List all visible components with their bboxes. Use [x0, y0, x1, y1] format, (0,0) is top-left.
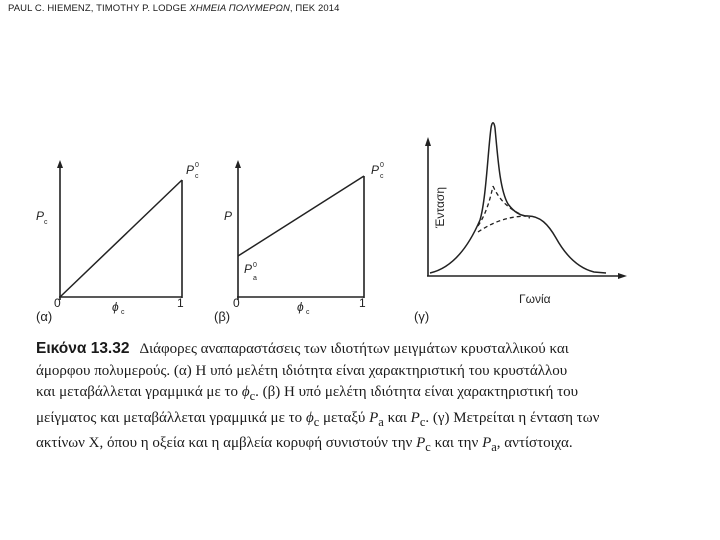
panel-a-x-min: 0 — [54, 295, 61, 310]
header-authors: PAUL C. HIEMENZ, TIMOTHY P. LODGE — [8, 3, 187, 14]
panel-c-amorphous-dashed — [478, 216, 528, 232]
panel-b-y-arrow — [235, 160, 241, 168]
panel-a — [36, 160, 199, 324]
caption-line-3: και μεταβάλλεται γραμμικά με το $\phi_c$. (β) Η υπό μελέτη ιδιότητα είναι χαρακτηριστική του — [36, 384, 579, 403]
panel-c-intensity-curve — [430, 123, 606, 273]
panel-b — [214, 160, 384, 324]
panel-b-x-min: 0 — [233, 295, 240, 310]
panel-c-y-arrow — [425, 137, 431, 146]
panel-a-end-label-sub: c — [195, 173, 199, 180]
panel-b-start-label-sub: a — [253, 275, 257, 282]
figure-caption — [36, 338, 686, 459]
caption-line-1: Εικόνα 13.32 Διάφορες αναπαραστάσεις των ιδιοτήτων μειγμάτων κρυσταλλικού και — [36, 340, 569, 357]
panel-b-x-label: ϕ — [297, 300, 304, 314]
panel-a-end-label: P — [186, 163, 195, 177]
caption-line-2: άμορφου πολυμερούς. (α) Η υπό μελέτη ιδιότητα είναι χαρακτηριστική του κρυστάλλου — [36, 362, 568, 379]
panel-b-start-label-sup: 0 — [253, 262, 257, 269]
panel-b-end-label: P — [371, 163, 380, 177]
panel-b-end-label-sub: c — [380, 173, 384, 180]
caption-line-5: ακτίνων Χ, όπου η οξεία και η αμβλεία κορυφή συνιστούν την $P_c$ και την $P_a$, αντίστοιχα. — [36, 435, 573, 454]
panel-a-y-label-sub: c — [44, 219, 48, 226]
caption-line-4: μείγματος και μεταβάλλεται γραμμικά με το $\phi_c$ μεταξύ $P_a$ και $P_c$. (γ) Μετρείται η ένταση των — [36, 409, 600, 429]
panel-c-label: (γ) — [414, 309, 430, 324]
panel-a-x-label: ϕ — [112, 300, 119, 314]
panel-b-x-max: 1 — [359, 295, 366, 310]
panel-b-label: (β) — [214, 309, 231, 324]
panel-a-y-label: P — [36, 209, 45, 223]
panel-a-x-label-sub: c — [121, 309, 125, 316]
panel-c — [414, 123, 627, 324]
panel-b-start-label: P — [244, 262, 253, 276]
panel-b-x-label-sub: c — [306, 309, 310, 316]
panel-c-x-arrow — [618, 273, 627, 279]
panel-a-x-max: 1 — [177, 295, 184, 310]
panel-b-y-label: P — [224, 209, 233, 223]
header-publisher: , ΠΕΚ 2014 — [289, 3, 340, 14]
panel-a-y-arrow — [57, 160, 63, 168]
caption-number: Εικόνα 13.32 — [36, 340, 130, 357]
panel-b-end-label-sup: 0 — [380, 162, 384, 169]
panel-c-y-label: Ένταση — [433, 187, 447, 228]
panel-a-label: (α) — [36, 309, 53, 324]
panel-c-x-label: Γωνία — [519, 292, 551, 306]
header-title: ΧΗΜΕΙΑ ΠΟΛΥΜΕΡΩΝ — [189, 3, 290, 14]
panel-a-end-label-sup: 0 — [195, 162, 199, 169]
panel-a-line — [60, 180, 182, 297]
panel-b-line — [238, 176, 364, 256]
